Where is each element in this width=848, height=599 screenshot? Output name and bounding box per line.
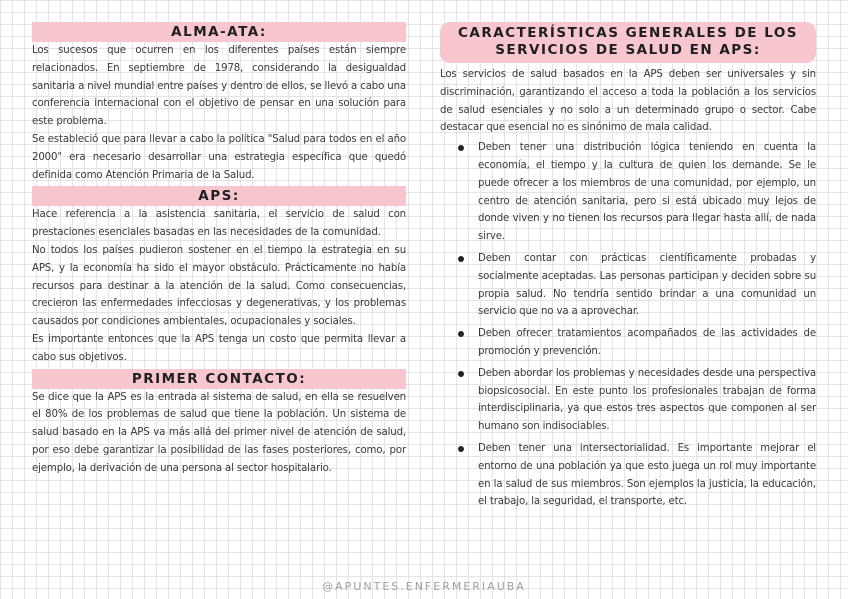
list-item-text: Deben tener una distribución lógica teniendo en cuenta la economía, el tiempo y la cultura de quien los demande. Se le puede ofrecer a los miembros de una comunidad, por ejemplo, un centro de atención sanitaria, pero si está ubicado muy lejos de donde viven y no tienen los recursos para llegar hasta allí, de nada sirve.	[478, 142, 816, 243]
bullet-dot-icon	[458, 331, 464, 337]
alma-ata-heading: ALMA-ATA:	[32, 22, 406, 42]
caracteristicas-heading: CARACTERÍSTICAS GENERALES DE LOS SERVICIOS DE SALUD EN APS:	[440, 22, 816, 63]
aps-paragraph-2: No todos los países pudieron sostener en el tiempo la estrategia en su APS, y la economía ha sido el mayor obstáculo. Prácticamente no había recursos para destinar a la atención de la salud. Como consecuencias, crecieron las enfermedades infecciosas y degenerativas, y los problemas causados por condiciones ambientales, ocupacionales y sociales.	[32, 244, 406, 328]
bullet-dot-icon	[458, 145, 464, 151]
left-column	[32, 22, 406, 478]
aps-paragraph-1: Hace referencia a la asistencia sanitaria, el servicio de salud con prestaciones esenciales basadas en las necesidades de la comunidad.	[32, 209, 406, 239]
list-item	[478, 325, 816, 361]
list-item-text: Deben contar con prácticas científicamente probadas y socialmente aceptadas. Las personas participan y deciden sobre su propia salud. No tendría sentido brindar a una comunidad un servicio que no va a aprovechar.	[478, 252, 816, 318]
primer-contacto-heading: PRIMER CONTACTO:	[32, 369, 406, 389]
bullet-dot-icon	[458, 446, 464, 452]
bullet-dot-icon	[458, 256, 464, 262]
right-column	[440, 22, 816, 515]
caracteristicas-intro: Los servicios de salud basados en la APS deben ser universales y sin discriminación, garantizando el acceso a toda la población a los servicios de salud esenciales y no solo a un determinado grupo o sector. Cabe destacar que esencial no es sinónimo de mala calidad.	[440, 69, 816, 134]
list-item	[478, 139, 816, 246]
list-item-text: Deben abordar los problemas y necesidades desde una perspectiva biopsicosocial. En este punto los profesionales trabajan de forma interdisciplinaria, ya que estos tres aspectos que componen al ser humano son indisociables.	[478, 367, 816, 433]
list-item-text: Deben tener una intersectorialidad. Es importante mejorar el entorno de una población ya que esto juega un rol muy importante en la salud de sus miembros. Son ejemplos la justicia, la educación, el trabajo, la seguridad, el transporte, etc.	[478, 442, 816, 508]
list-item	[478, 440, 816, 511]
aps-heading: APS:	[32, 186, 406, 206]
list-item	[478, 365, 816, 436]
bullet-dot-icon	[458, 371, 464, 377]
footer-handle: @APUNTES.ENFERMERIAUBA	[322, 580, 526, 593]
primer-contacto-paragraph: Se dice que la APS es la entrada al sistema de salud, en ella se resuelven el 80% de los problemas de salud que tiene la población. Un sistema de salud basado en la APS va más allá del primer nivel de atención de salud, por eso debe garantizar la posibilidad de las fases posteriores, como, por ejemplo, la derivación de una persona al sector hospitalario.	[32, 391, 406, 474]
aps-paragraph-3: Es importante entonces que la APS tenga un costo que permita llevar a cabo sus objetivos.	[32, 333, 406, 363]
list-item-text: Deben ofrecer tratamientos acompañados de las actividades de promoción y prevención.	[478, 328, 816, 357]
alma-ata-paragraph-1: Los sucesos que ocurren en los diferentes países están siempre relacionados. En septiembre de 1978, considerando la desigualdad sanitaria a nivel mundial entre países y dentro de ellos, se llevó a cabo una conferencia internacional con el objetivo de pensar en una solución para este problema.	[32, 45, 406, 128]
caracteristicas-list	[440, 139, 816, 511]
list-item	[478, 250, 816, 321]
alma-ata-paragraph-2: Se estableció que para llevar a cabo la política "Salud para todos en el año 2000" era necesario desarrollar una estrategia específica que quedó definida como Atención Primaria de la Salud.	[32, 133, 406, 181]
